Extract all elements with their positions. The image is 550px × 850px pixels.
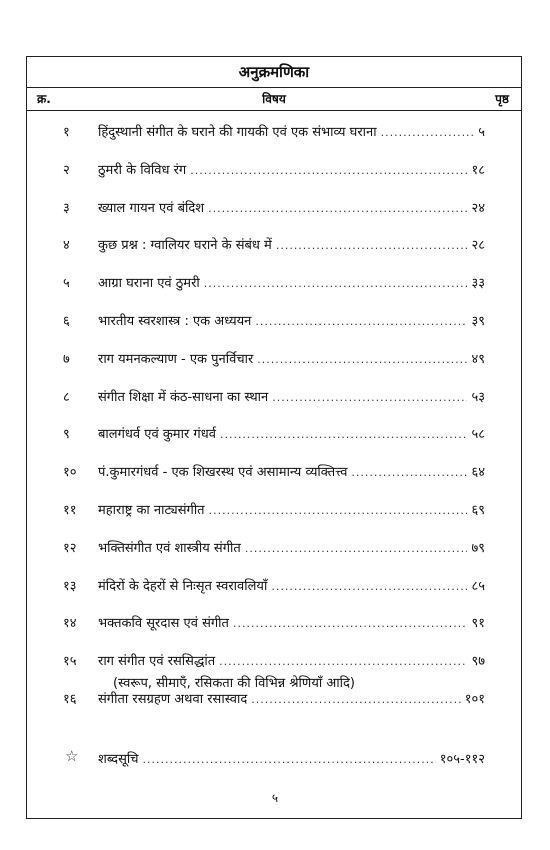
dot-leader [276, 239, 468, 252]
entry-number: १५ [63, 654, 77, 670]
entry-page: ३९ [471, 313, 485, 329]
dot-leader [271, 580, 467, 593]
toc-frame [26, 56, 522, 819]
toc-entry [27, 416, 521, 454]
toc-entry [27, 114, 521, 152]
entry-number: ६ [63, 313, 70, 329]
entry-number: १० [63, 465, 77, 481]
toc-entry [27, 568, 521, 606]
star-outline-icon: ☆ [65, 747, 79, 765]
entry-title: भारतीय स्वरशास्त्र : एक अध्ययन [98, 313, 252, 329]
dot-leader [272, 391, 467, 404]
entry-number: १२ [63, 540, 77, 556]
entry-title: संगीत शिक्षा में कंठ-साधना का स्थान [98, 389, 269, 405]
dot-leader [190, 164, 467, 177]
dot-leader [220, 428, 468, 441]
toc-entry [27, 492, 521, 530]
header-subject: विषय [262, 92, 286, 106]
toc-entry [27, 605, 521, 643]
entry-title: ठुमरी के विविध रंग [98, 162, 187, 178]
toc-title: अनुक्रमणिका [27, 57, 521, 88]
entry-number: १ [63, 125, 70, 140]
dot-leader [381, 126, 475, 139]
entry-title: राग यमनकल्याण - एक पुनर्विचार [98, 351, 254, 367]
header-number: क्र. [37, 92, 51, 106]
entry-page: १८ [471, 162, 485, 178]
entry-page: ८५ [471, 578, 485, 594]
dot-leader [351, 466, 467, 479]
toc-header [27, 88, 521, 111]
toc-entry [27, 227, 521, 265]
dot-leader [142, 753, 435, 766]
dot-leader [257, 353, 467, 366]
toc-entries [27, 114, 521, 719]
entry-number: ९ [63, 427, 70, 443]
entry-subnote: (स्वरूप, सीमाएँ, रसिकता की विभिन्न श्रेणियाँ आदि) [113, 676, 355, 691]
dot-leader [204, 277, 468, 290]
entry-page: ३३ [471, 276, 485, 292]
toc-entry [27, 530, 521, 568]
entry-page: ९७ [471, 654, 485, 670]
entry-number: २ [63, 162, 70, 178]
toc-entry [27, 341, 521, 379]
index-title: शब्दसूचि [98, 752, 139, 767]
entry-page: ५ [478, 125, 485, 140]
toc-entry [27, 454, 521, 492]
entry-page: ९१ [471, 616, 485, 632]
entry-title: महाराष्ट्र का नाट्यसंगीत [98, 502, 205, 518]
entry-number: ४ [63, 238, 70, 254]
entry-number: ८ [63, 389, 70, 405]
entry-title: बालगंधर्व एवं कुमार गंधर्व [98, 427, 216, 443]
entry-title: संगीता रसग्रहण अथवा रसास्वाद [98, 691, 248, 707]
header-page: पृष्ठ [495, 92, 509, 106]
toc-entry [27, 190, 521, 228]
dot-leader [255, 315, 467, 328]
entry-title: ख्याल गायन एवं बंदिश [98, 200, 205, 216]
entry-page: २८ [471, 238, 485, 254]
toc-entry [27, 303, 521, 341]
dot-leader [233, 617, 468, 630]
entry-page: ६९ [471, 502, 485, 518]
entry-number: १६ [63, 691, 77, 707]
entry-page: ५३ [471, 389, 485, 405]
entry-title: पं.कुमारगंधर्व - एक शिखरस्थ एवं असामान्य व्यक्तित्त्व [98, 465, 348, 481]
entry-number: ७ [63, 351, 70, 367]
entry-number: १३ [63, 578, 77, 594]
dot-leader [251, 693, 460, 706]
entry-number: ५ [63, 276, 70, 292]
index-page: १०५-११२ [439, 752, 485, 767]
dot-leader [208, 202, 467, 215]
entry-title: भक्तिसंगीत एवं शास्त्रीय संगीत [98, 540, 241, 556]
entry-page: ४९ [471, 351, 485, 367]
entry-title: आग्रा घराना एवं ठुमरी [98, 276, 200, 292]
toc-entry [27, 379, 521, 417]
entry-title: कुछ प्रश्न : ग्वालियर घराने के संबंध में [98, 238, 272, 254]
entry-page: ७९ [471, 540, 485, 556]
dot-leader [209, 504, 468, 517]
toc-entry [27, 265, 521, 303]
entry-number: ३ [63, 200, 70, 216]
entry-number: ११ [63, 502, 77, 518]
index-entry [27, 747, 521, 773]
entry-page: २४ [471, 200, 485, 216]
entry-title: राग संगीत एवं रससिद्धांत [98, 654, 216, 670]
entry-page: १०१ [464, 691, 485, 707]
page-number: ५ [271, 791, 279, 805]
entry-title: मंदिरों के देहरों से निःसृत स्वरावलियाँ [98, 578, 268, 594]
entry-page: ६४ [471, 465, 485, 481]
dot-leader [245, 542, 468, 555]
toc-entry [27, 152, 521, 190]
entry-title: भक्तकवि सूरदास एवं संगीत [98, 616, 229, 632]
entry-title: हिंदुस्थानी संगीत के घराने की गायकी एवं एक संभाव्य घराना [98, 125, 377, 140]
entry-page: ५८ [471, 427, 485, 443]
dot-leader [219, 655, 467, 668]
entry-number: १४ [63, 616, 77, 632]
